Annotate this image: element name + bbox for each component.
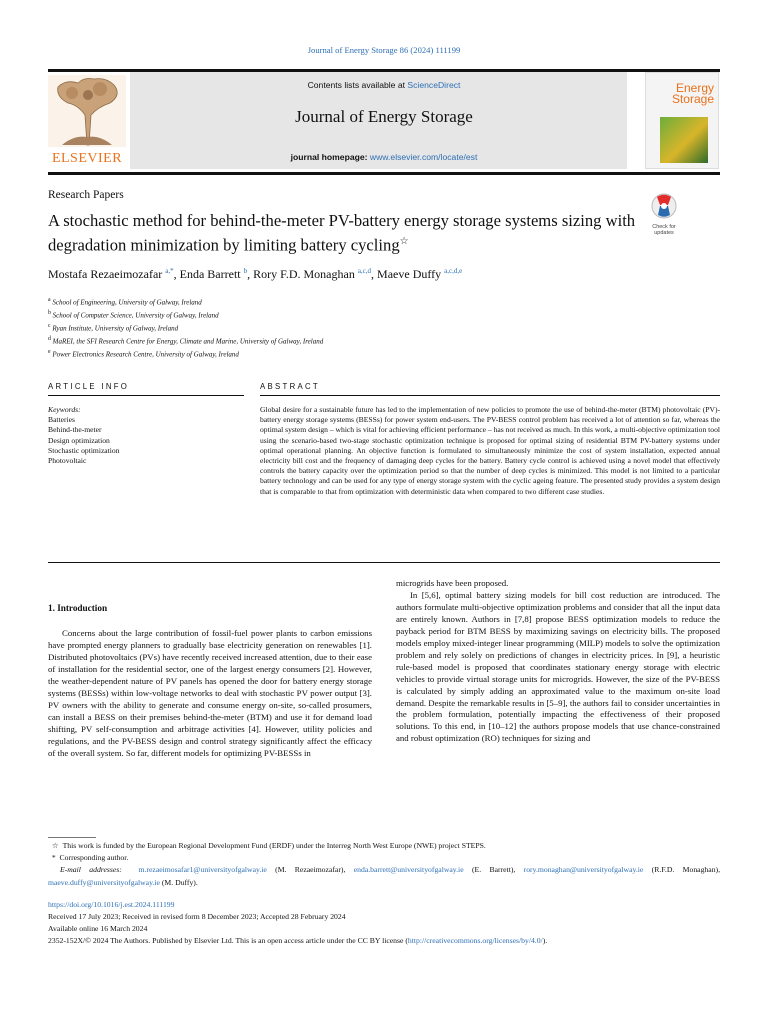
sciencedirect-link[interactable]: ScienceDirect — [407, 80, 461, 90]
affiliation-item — [48, 321, 323, 334]
corresponding-text: Corresponding author. — [59, 853, 129, 863]
article-title-text: A stochastic method for behind-the-meter PV-battery energy storage systems sizing with degradation minimization by limiting battery cycling — [48, 211, 636, 255]
license-text: 2352-152X/© 2024 The Authors. Published by Elsevier Ltd. This is an open access article under the CC BY license ( — [48, 936, 408, 945]
author-name[interactable]: Mostafa Rezaeimozafar — [48, 267, 163, 281]
funding-text: This work is funded by the European Regional Development Fund (ERDF) under the Interreg North West Europe (NWE) project STEPS. — [62, 841, 486, 850]
journal-cover-thumbnail[interactable] — [645, 72, 719, 169]
abstract-text: Global desire for a sustainable future has led to the implementation of new policies to promote the use of behind-the-meter (BTM) photovoltaic (PV)-battery energy storage systems (BESSs) for power system end-users. The PV-BESS control problem has received a lot of attention so far, whereas the optimal system design – which is vital for achieving efficient performance – has not received as much. In this work, a multi-objective optimization tool using the scenario-based two-stage stochastic optimization technique is proposed for optimal sizing of residential BTM PV-battery systems under optimal operational planning. An objective function is formulated to simultaneously minimize the cost of system installation, expected annual electricity bill cost and the frequency of damaging deep cycles for the battery. Battery cycle control is achieved using a novel model that effectively controls the battery capacity over the optimization period so that the number of deep cycles is minimized. This model is not limited to a particular battery technology and can be used for any type of energy storage system with the cyclic ageing feature. The presented study provides a system design that is comparable to that from optimization with deterministic data when compared to two different case studies. — [260, 405, 720, 496]
cover-image — [660, 117, 708, 163]
footnotes — [48, 840, 720, 889]
article-info-heading: ARTICLE INFO — [48, 382, 130, 391]
crossmark-label: Check for updates — [652, 224, 676, 236]
email-link[interactable]: maeve.duffy@universityofgalway.ie — [48, 877, 160, 887]
abstract-rule — [260, 395, 720, 396]
body-paragraph: In [5,6], optimal battery sizing models for bill cost reduction are introduced. The authors formulate multi-objective optimization problems and consider that all the input data are entirely known. Authors in [7,8] propose BESS optimization models to reduce the payback period for BTM BESS by maximizing savings on electricity bills. The proposed models employ mixed-integer linear programming (MILP) models to solve the optimization problem and rely solely on predictions of changes in electricity prices. In [9], a heuristic rule-based model is proposed that coordinates stationary energy storage with electric vehicles to provide virtual storage units for microgrids. However, the size of the PV-BESS is calculated by simply adding an approximated value to the maximum on-site load demand. Despite the remarkable results in [5–9], the authors fail to consider uncertainties in the problem formulation, potentially impacting the effectiveness of their proposed solutions. To this end, in [10–12] the authors propose models that use chance-constrained and robust optimization (RO) techniques for sizing and — [396, 589, 720, 744]
publication-info — [48, 899, 720, 947]
author-name[interactable]: Enda Barrett — [179, 267, 241, 281]
cover-title — [672, 83, 714, 105]
footnote-star: ☆ — [51, 841, 59, 850]
body-paragraph: Concerns about the large contribution of fossil-fuel power plants to carbon emissions have prompted energy planners to gradually base electricity generation on renewables [1]. Distributed photovoltaics (PVs) have recently received increased attention, due to their ease of installation for the residential sector, one of the largest energy consumers [2]. However, the weather-dependent nature of PV panels has opened the door for battery energy storage systems (BESSs) within low-voltage networks to deal with stochastic PV power output [3]. PV owners with the ability to generate and consume energy on-site, so-called prosumers, can install a BESS on their premises behind-the-meter (BTM) and use it for demand load shifting, PV self-consumption and arbitrage activities [4]. However, utility policies and regulations, and the PV-BESS design and control strategy significantly affect the efficacy of the overall system. So far, different models for optimizing PV-BESSs in — [48, 628, 372, 758]
affiliation-key: b — [48, 310, 51, 317]
email-footnote — [48, 864, 720, 888]
affiliation-key: a — [48, 297, 51, 303]
received-dates: Received 17 July 2023; Received in revised form 8 December 2023; Accepted 28 February 2024 — [48, 912, 346, 921]
email-link[interactable]: m.rezaeimosafar1@universityofgalway.ie — [138, 865, 267, 875]
author-name[interactable]: Rory F.D. Monaghan — [253, 267, 355, 281]
section-label: Research Papers — [48, 189, 124, 201]
email-label: E-mail addresses: — [60, 865, 122, 875]
affiliation-text: MaREI, the SFI Research Centre for Energy, Climate and Marine, University of Galway, Ireland — [52, 337, 324, 346]
section-heading-introduction: 1. Introduction — [48, 603, 108, 613]
keywords-label: Keywords: — [48, 405, 81, 414]
author-name[interactable]: Maeve Duffy — [377, 267, 442, 281]
email-link[interactable]: rory.monaghan@universityofgalway.ie — [523, 865, 644, 875]
abstract-heading: ABSTRACT — [260, 382, 320, 391]
email-owner: (M. Duffy). — [161, 877, 198, 887]
title-footnote-mark[interactable]: ☆ — [399, 236, 409, 247]
header-bottom-rule — [48, 172, 720, 175]
affiliation-key: d — [48, 336, 51, 343]
affiliation-key: e — [48, 349, 51, 356]
footnote-rule — [48, 837, 96, 838]
article-info-rule — [48, 395, 244, 396]
affiliation-text: Power Electronics Research Centre, University of Galway, Ireland — [52, 350, 239, 359]
homepage-link[interactable]: www.elsevier.com/locate/est — [369, 152, 478, 162]
email-link[interactable]: enda.barrett@universityofgalway.ie — [353, 865, 464, 875]
author-affil-sup[interactable]: a,* — [165, 267, 174, 275]
body-column-right — [396, 578, 720, 745]
affiliation-item — [48, 347, 323, 360]
journal-citation[interactable]: Journal of Energy Storage 86 (2024) 111199 — [307, 45, 461, 55]
contents-prefix: Contents lists available at — [307, 80, 408, 90]
affiliation-text: School of Engineering, University of Galway, Ireland — [52, 298, 202, 307]
keyword-item: Photovoltaic — [48, 456, 87, 466]
homepage-label: journal homepage: — [290, 152, 370, 162]
affiliation-key: c — [48, 323, 51, 330]
available-online: Available online 16 March 2024 — [48, 924, 148, 933]
email-owner: (M. Rezaeimozafar), — [275, 865, 346, 875]
check-for-updates-badge[interactable] — [648, 193, 680, 236]
doi-link[interactable]: https://doi.org/10.1016/j.est.2024.111199 — [48, 900, 175, 909]
email-owner: (R.F.D. Monaghan), — [651, 865, 721, 875]
keyword-item: Behind-the-meter — [48, 425, 102, 435]
affiliation-item — [48, 295, 323, 308]
affiliations — [48, 295, 323, 360]
body-column-left — [48, 628, 372, 759]
crossmark-icon — [648, 193, 680, 219]
email-owner: (E. Barrett), — [471, 865, 516, 875]
license-link[interactable]: http://creativecommons.org/licenses/by/4.0/ — [407, 936, 543, 945]
license-line — [48, 935, 720, 947]
funding-footnote — [48, 840, 720, 852]
author-affil-sup[interactable]: a,c,d — [357, 267, 372, 275]
cover-title-line1: Energy — [675, 81, 714, 95]
article-title — [48, 210, 638, 256]
corresponding-footnote: * Corresponding author. — [48, 853, 129, 863]
publisher-logo-text: ELSEVIER — [51, 151, 123, 166]
keyword-item: Stochastic optimization — [48, 445, 120, 455]
license-suffix: ). — [542, 936, 548, 945]
journal-name: Journal of Energy Storage — [295, 107, 473, 126]
keywords-block — [48, 405, 120, 466]
body-paragraph-continuation: microgrids have been proposed. — [396, 578, 509, 588]
abstract-bottom-rule — [48, 562, 720, 563]
cover-title-line2: Storage — [671, 92, 714, 106]
author-affil-sup[interactable]: b — [243, 267, 248, 275]
affiliation-text: School of Computer Science, University of Galway, Ireland — [52, 311, 219, 320]
author-affil-sup[interactable]: a,c,d,e — [444, 267, 463, 275]
author-list: Mostafa Rezaeimozafar $^{a,*}$, Enda Barrett $^b$, Rory F.D. Monaghan $^{a,c,d}$, Maeve Duffy $^{a,c,d,e}$ — [48, 267, 463, 281]
keyword-item: Design optimization — [48, 435, 110, 445]
affiliation-item — [48, 308, 323, 321]
affiliation-text: Ryan Institute, University of Galway, Ireland — [52, 324, 179, 333]
keyword-item: Batteries — [48, 415, 75, 425]
affiliation-item — [48, 334, 323, 347]
